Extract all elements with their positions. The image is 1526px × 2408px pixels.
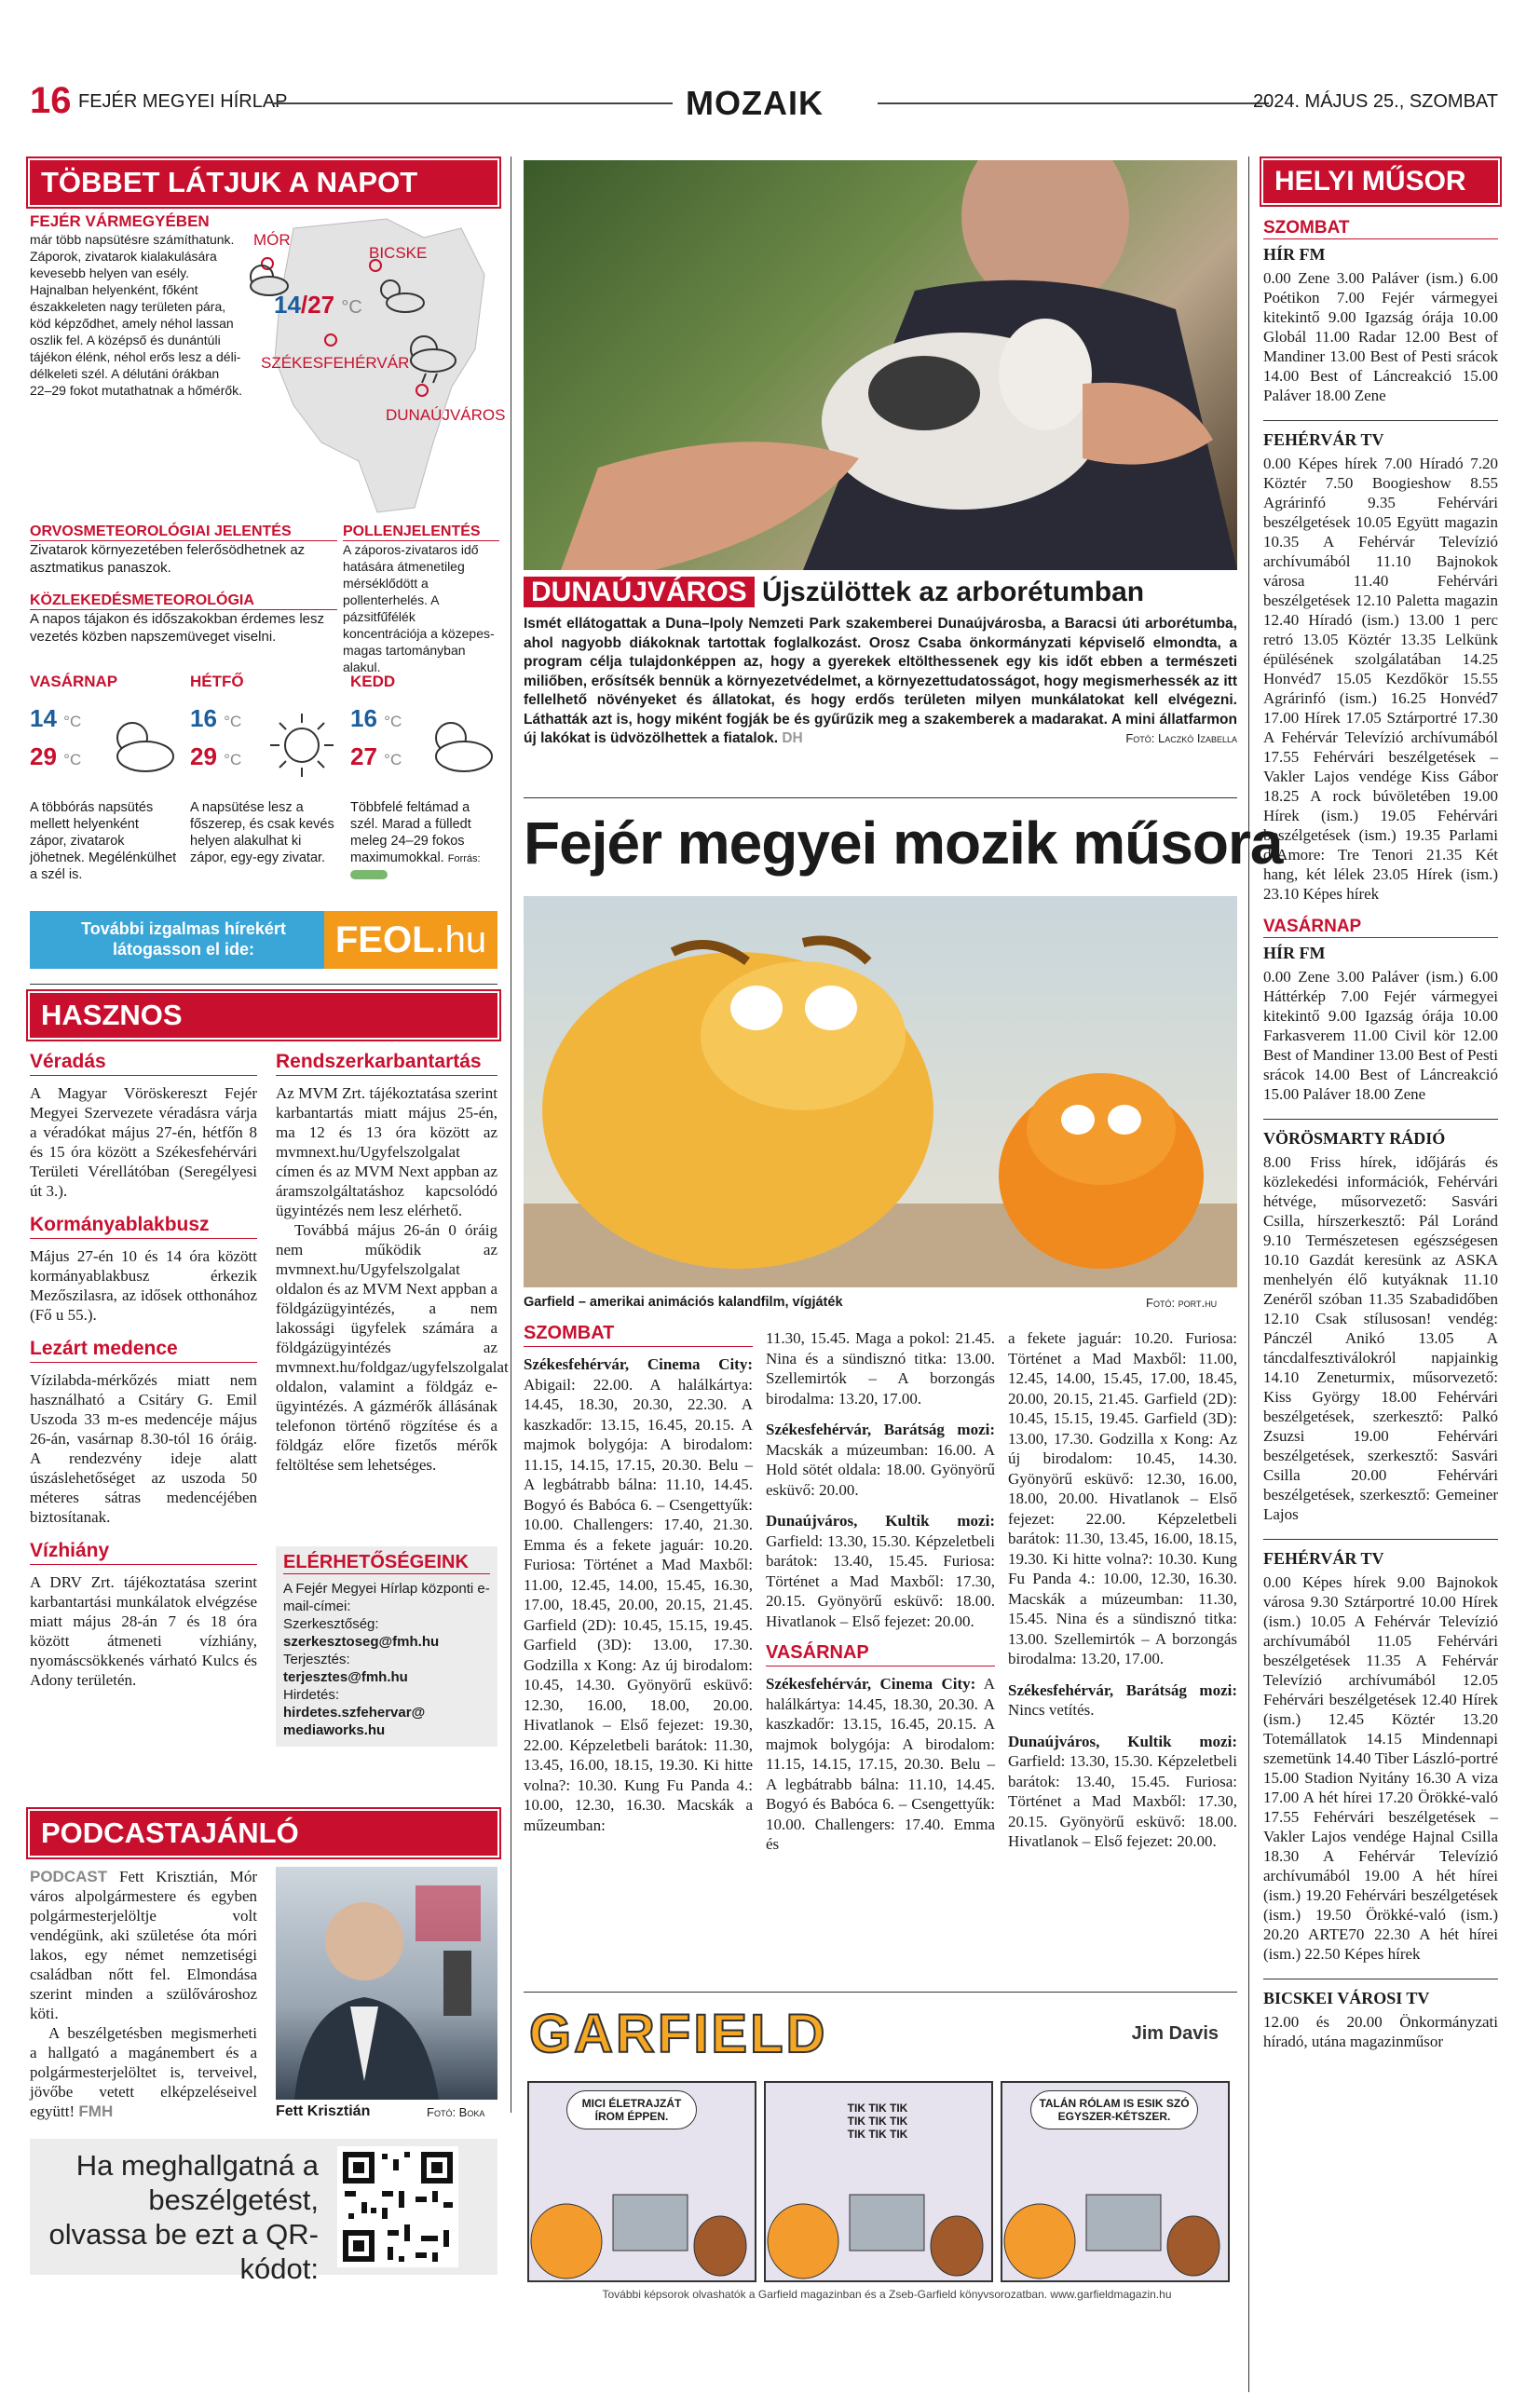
weather-intro [30, 212, 244, 399]
forecast [30, 673, 497, 882]
contacts-email[interactable]: terjesztes@fmh.hu [283, 1669, 408, 1685]
report-text: Zivatarok környezetében felerősödhetnek az asztmatikus panaszok. [30, 542, 306, 576]
day-name: KEDD [350, 673, 396, 690]
day-low: 16 [190, 704, 217, 732]
cinema-photo-credit: Fotó: port.hu [1146, 1296, 1218, 1310]
qr-code-icon[interactable] [337, 2146, 458, 2267]
hasznos-banner: HASZNOS [30, 993, 497, 1038]
contacts-label: Hirdetés: [283, 1687, 340, 1703]
podcast-banner: PODCASTAJÁNLÓ [30, 1811, 497, 1856]
map-temp-unit: °C [341, 297, 362, 318]
cinema-title: Fejér megyei mozik műsora [524, 809, 1283, 877]
contacts-label: Terjesztés: [283, 1652, 350, 1667]
comic-bubble: TIK TIK TIK TIK TIK TIK TIK TIK TIK [847, 2102, 908, 2141]
item-text: A Magyar Vöröskereszt Fejér Megyei Szervezete véradásra várja a véradókat május 27-én, hétfőn 8 és 15 óra között a Székesfehérvári Területi Vérellátóban (Seregélyesi út 3.). [30, 1084, 257, 1200]
map-temp-high: 27 [307, 291, 335, 319]
tv-channel: FEHÉRVÁR TV [1263, 1549, 1384, 1568]
tv-channel: HÍR FM [1263, 245, 1326, 264]
goat-photo-icon [524, 160, 1237, 570]
report-title: KÖZLEKEDÉSMETEOROLÓGIA [30, 592, 337, 610]
section-title: MOZAIK [686, 84, 824, 122]
day-text-wrap [350, 799, 497, 884]
day-high: 29 [190, 742, 217, 770]
tv-program: 0.00 Zene 3.00 Paláver (ism.) 6.00 Poétikon 7.00 Fejér vármegyei kitekintő 9.00 Igazság órája 10.00 Globál 11.00 Radar 12.00 Best of Mandiner 13.00 Best of Pesti srácok 14.00 Best of Láncreakció 15.00 Paláver 18.00 Zene [1263, 269, 1498, 404]
day-high: 27 [350, 742, 377, 770]
podcast-body: Fett Krisztián, Mór város alpolgármestere és egyben polgármesterjelöltje volt vendégünk, aki születése óta móri lakos, egy német nemzetiségi családban nőtt fel. Elmondása szerint minden a szülővároshoz köti. [30, 1868, 257, 2022]
map-city-mor: MÓR [253, 231, 291, 249]
map-city-bicske: BICSKE [369, 244, 428, 262]
tv-channel: FEHÉRVÁR TV [1263, 430, 1384, 449]
weather-source: Forrás: [447, 853, 481, 864]
weather-text: már több napsütésre számíthatunk. Záporok, zivatarok kialakulására kevesebb helyen van esély. Hajnalban helyenként, főként északkeleten nagy területen pára, köd képződhet, amely néhol lassan oszlik fel. A középső és dunántúli tájékon élénk, néhol erős lesz a déli-délkeleti szél. A délutáni órákban 22–29 fokot mutathatnak a hőmérők. [30, 232, 243, 398]
feol-logo-text: FEOL [334, 919, 435, 960]
day-low: 16 [350, 704, 377, 732]
tv-program: 0.00 Képes hírek 7.00 Híradó 7.20 Köztér 7.50 Boogieshow 8.55 Agrárinfó 9.35 Fehérvári beszélgetések 10.05 Együtt magazin 10.35 A Fehérvár Televízió archívumából 11.10 Bajnokok városa 11.40 Fehérvári beszélgetések 12.10 Paletta magazin 12.40 Híradó (ism.) 13.00 1 perc retró 13.05 Köztér 13.35 Lelkünk épülésének szolgálatában 14.25 Honvéd7 15.05 Kezdőkör 15.55 Agrárinfó (ism.) 16.25 Honvéd7 17.00 Hírek 17.05 Sztárportré 17.30 A Fehérvár Televízió archívumából 17.55 Fehérvári beszélgetések –Vakler Lajos vendége Kiss Gábor 18.25 A rock búvöletében 19.00 Hírek (ism.) 19.05 Fehérvári beszélgetések (ism.) 19.35 Parlami d’Amore: Tre Tenori 21.35 Két hang, két lélek 23.05 Hírek (ism.) 23.10 Képes hírek [1263, 455, 1498, 903]
cinema-listing: Abigail: 22.00. A halálkártya: 14.45, 18.30, 20.30, 22.30. A kaszkadőr: 13.15, 16.45, 20.15. A majmok bolygója: A birodalom: 11.15, 14.15, 17.15, 20.30. Belu – A legbátrabb bálna: 11.10, 14.45. Bogyó és Babóca 6. – Csengettyűk: 10.00. Challengers: 17.40, 21.30. Emma és a fekete jaguár: 10.20. Furiosa: Történet a Mad Maxből: 11.00, 12.45, 14.00, 15.45, 16.30, 17.00, 18.45, 20.00, 20.15, 21.45. Garfield (2D): 10.45, 15.15, 19.45. Garfield (3D): 13.00, 17.30. Godzilla x Kong: Az új birodalom: 10.45, 14.30. Gyönyörű esküvő: 12.30, 16.00, 18.00, 20.00. Hivatlanok – Első fejezet: 19.30, 22.00. Képzeletbeli barátok: 11.30, 13.45, 16.00, 18.15, 19.30. Ki hitte volna?: 10.30. Kung Fu Panda 4.: 10.00, 12.30, 16.30. Macskák a műzeumban: [524, 1375, 753, 1834]
day-text: Többfelé feltámad a szél. Marad a fülledt meleg 24–29 fokos maximumokkal. [350, 800, 471, 865]
cinema-venue: Dunaújváros, Kultik mozi: [766, 1512, 995, 1530]
garfield-laptop-icon [766, 2157, 995, 2284]
comic-panel-3 [1001, 2081, 1230, 2282]
map-temp-low: 14 [274, 291, 301, 319]
story-place: DUNAÚJVÁROS [524, 577, 755, 607]
garfield-movie-still-icon [524, 896, 1237, 1287]
report-text: A napos tájakon és időszakokban érdemes lesz vezetés közben napszemüveget viselni. [30, 611, 325, 645]
weather-region: FEJÉR VÁRMEGYÉBEN [30, 212, 210, 230]
contacts-intro: A Fejér Megyei Hírlap központi e-mail-címei: [283, 1581, 490, 1614]
cinema-venue: Székesfehérvár, Cinema City: [766, 1675, 976, 1693]
hasznos-left-col [30, 1051, 257, 1690]
day-low: 14 [30, 704, 57, 732]
day-text: A napsütése lesz a főszerep, és csak kevés helyen alakulhat ki zápor, egy-egy zivatar. [190, 800, 334, 865]
cinema-col-3 [1008, 1328, 1237, 1863]
podcast-lead: PODCAST [30, 1868, 108, 1885]
forecast-day-monday [190, 673, 339, 866]
story-title: Újszülöttek az arborétumban [762, 577, 1145, 607]
garfield-logo: GARFIELD [529, 2004, 828, 2064]
day-name: VASÁRNAP [30, 673, 118, 690]
cinema-listing: Garfield: 13.30, 15.30. Képzeletbeli barátok: 13.40, 15.45. Furiosa: Történet a Mad Maxből: 17.30, 20.15. Gyönyörű esküvő: 18.00. Hivatlanok – Első fejezet: 20.00. [1008, 1752, 1237, 1850]
item-text: Továbbá május 26-án 0 óráig nem működik az mvmnext.hu/Ugyfelszolgalat oldalon és az MVM Next appban a földgázügyintézés, a nem lakossági ügyfelek számára a földgázügyintézés az mvmnext.hu/foldgaz/ugyfelszolgalat oldalon, valamint a földgáz e-ügyintézés. A gázmérők állásának telefonon történő rögzítése és a földgáz előre fizetős mérők feltöltése sem lehetséges. [276, 1221, 509, 1474]
partly-cloudy-icon [423, 715, 497, 781]
day-high: 29 [30, 742, 57, 770]
page-number: 16 [30, 80, 72, 121]
item-title-vizhiany: Vízhiány [30, 1540, 257, 1565]
map-temp: 14/27 °C [274, 291, 362, 319]
tv-channel: BICSKEI VÁROSI TV [1263, 1989, 1430, 2007]
podcast-photo [276, 1867, 497, 2100]
hasznos-right-col [276, 1051, 509, 1475]
report-title: POLLENJELENTÉS [343, 524, 499, 541]
report-kozlekedes [30, 592, 337, 646]
tv-day-sunday: VASÁRNAP [1263, 917, 1498, 938]
garfield-author: Jim Davis [1131, 2023, 1219, 2044]
garfield-photo [524, 896, 1237, 1287]
feol-logo [324, 911, 497, 969]
day-unit: °C [224, 713, 242, 730]
item-text: Vízilabda-mérkőzés miatt nem használható a Csitáry G. Emil Uszoda 33 m-es medencéje május 26-án, vasárnap 8.30-tól 16 óráig. A rendezvény ideje alatt úszáslehetőséget az uszoda 50 méteres sátras medencéjében biztosítanak. [30, 1371, 257, 1526]
tv-banner: HELYI MŰSOR [1263, 160, 1498, 203]
podcast-text [30, 1867, 257, 2121]
cinema-listing: A halálkártya: 14.45, 18.30, 20.30. A kaszkadőr: 13.15, 16.45, 20.15. A majmok bolygója: A birodalom: 11.15, 14.15, 17.15, 20.30. Belu – A legbátrabb bálna: 11.10, 14.45. Bogyó és Babóca 6. – Csengettyűk: 10.00. Challengers: 17.40. Emma és [766, 1675, 995, 1853]
podcast-body2: A beszélgetésben megismerheti a hallgató a magánembert és a polgármesterjelöltet is, terveivel, jövőbe vetett elképzeléseivel együtt! [30, 2024, 257, 2120]
story-photo-credit: Fotó: Laczkó Izabella [1125, 731, 1237, 745]
cinema-listing: Nincs vetítés. [1008, 1701, 1095, 1719]
item-text: Az MVM Zrt. tájékoztatása szerint karbantartás miatt május 25-én, ma 12 és 13 óra között az mvmnext.hu/Ugyfelszolgalat címen és az MVM Next appban az áramszolgáltatáshoz kapcsolódó ügyintézés nem lesz elérhető. [276, 1084, 497, 1219]
cinema-listing: Macskák a múzeumban: 16.00. A Hold sötét oldala: 18.00. Gyönyörű esküvő: 20.00. [766, 1440, 995, 1499]
feol-text2: látogasson el ide: [112, 940, 255, 959]
tv-channel: VÖRÖSMARTY RÁDIÓ [1263, 1129, 1446, 1148]
tv-day-saturday: SZOMBAT [1263, 218, 1498, 239]
cinema-day-sunday: VASÁRNAP [766, 1642, 995, 1667]
day-unit: °C [63, 713, 82, 730]
qr-text: Ha meghallgatná a beszélgetést, olvassa be ezt a QR-kódot: [48, 2149, 319, 2285]
item-title-veradas: Véradás [30, 1051, 257, 1076]
contacts-title: ELÉRHETŐSÉGEINK [283, 1552, 490, 1574]
cinema-venue: Dunaújváros, Kultik mozi: [1008, 1732, 1237, 1750]
cinema-venue: Székesfehérvár, Barátság mozi: [766, 1421, 995, 1438]
garfield-laptop-icon [529, 2157, 758, 2284]
weather-banner: TÖBBET LÁTJUK A NAPOT [30, 160, 497, 205]
photo-story [524, 570, 1237, 749]
issue-date: 2024. MÁJUS 25., SZOMBAT [1252, 91, 1498, 112]
day-unit: °C [384, 751, 402, 769]
comic-panel-1 [527, 2081, 756, 2282]
source-logo [350, 870, 388, 879]
contacts-email[interactable]: hirdetes.szfehervar@ mediaworks.hu [283, 1705, 426, 1738]
cinema-col-2 [766, 1328, 995, 1866]
report-title: ORVOSMETEOROLÓGIAI JELENTÉS [30, 524, 337, 541]
garfield-footer: További képsorok olvashatók a Garfield magazinban és a Zseb-Garfield könyvsorozatban. www.garfieldmagazin.hu [602, 2288, 1172, 2301]
podcast-caption: Fett Krisztián [276, 2103, 371, 2119]
cinema-day-saturday: SZOMBAT [524, 1323, 753, 1347]
cinema-listing: a fekete jaguár: 10.20. Furiosa: Történet a Mad Maxből: 11.00, 12.45, 14.00, 15.45, 17.00, 18.45, 20.00, 20.15, 21.45. Garfield (2D): 10.45, 15.15, 19.45. Garfield (3D): 13.00, 17.30. Godzilla x Kong: Az új birodalom: 10.45, 14.30. Gyönyörű esküvő: 12.30, 16.00, 18.00, 20.00. Hivatlanok – Első fejezet: 22.00. Képzeletbeli barátok: 11.30, 13.45, 16.00, 18.15, 19.30. Ki hitte volna?: 10.30. Kung Fu Panda 4.: 10.00, 12.30, 16.30. Macskák a múzeumban: 11.30, 15.45. Nina és a sündisznó titka: 13.00. Szellemirtók – A borzongás birodalma: 13.20, 17.00. [1008, 1329, 1237, 1667]
podcast-photo-credit: Fotó: Boka [427, 2105, 485, 2119]
sun-icon [266, 710, 337, 781]
tv-channel: HÍR FM [1263, 944, 1326, 962]
tv-program: 8.00 Friss hírek, időjárás és közlekedési információk, Fehérvári hétvége, műsorvezető: Sasvári Csilla, hírszerkesztő: Pál Loránd 9.10 Természetesen egészségesen 10.10 Gazdát keresünk az ASKA menhelyén élő kutyáknak 11.10 Zenéről szóban 11.35 Szabadidőben 12.10 Csak stílusosan! vendég: Pánczél Anikó 13.05 A táncdalfesztiválokról napjainkig 14.10 Zeneturmix, műsorvezető: Kiss György 18.00 Fehérvári beszélgetések, szerkesztő: Palkó Zsuzsi 19.00 Fehérvári beszélgetések, szerkesztő: Sasvári Csilla 20.00 Fehérvári beszélgetések, szerkesztő: Gemeiner Lajos [1263, 1153, 1498, 1523]
cinema-venue: Székesfehérvár, Barátság mozi: [1008, 1680, 1237, 1699]
report-pollen [343, 524, 499, 675]
tv-program: 0.00 Zene 3.00 Paláver (ism.) 6.00 Háttérkép 7.00 Fejér vármegyei kitekintő 9.00 Igazság órája 10.00 Farkasverem 11.00 Civil kör 12.00 Best of Mandiner 13.00 Best of Pesti srácok 14.00 Best of Láncreakció 15.00 Paláver 18.00 Zene [1263, 968, 1498, 1103]
cinema-caption: Garfield – amerikai animációs kalandfilm, vígjáték [524, 1295, 843, 1310]
feol-text1: További izgalmas hírekért [81, 919, 286, 938]
goat-photo [524, 160, 1237, 570]
item-text: Május 27-én 10 és 14 óra között kormányablakbusz érkezik Mezőszilasra, az idősek otthonához (Fő u 55.). [30, 1247, 257, 1324]
qr-box [30, 2139, 497, 2285]
day-unit: °C [224, 751, 242, 769]
day-text: A többórás napsütés mellett helyenként zápor, zivatarok jöhetnek. Megélénkülhet a szél is. [30, 800, 177, 882]
podcast-sign: FMH [78, 2102, 114, 2120]
item-text: A DRV Zrt. tájékoztatása szerint karbantartási munkálatok elvégzése miatt május 28-án 7 és 18 óra között átmeneti vízhiány, nyomáscsökkenés várható Kulcs és Adony területén. [30, 1573, 257, 1689]
comic-bubble: TALÁN RÓLAM IS ESIK SZÓ EGYSZER-KÉTSZER. [1030, 2090, 1198, 2129]
story-sign: DH [782, 730, 803, 746]
contacts-box [276, 1546, 497, 1747]
day-name: HÉTFŐ [190, 673, 244, 690]
item-title-kormanyablak: Kormányablakbusz [30, 1214, 257, 1239]
map-city-szekesfehervar: SZÉKESFEHÉRVÁR [261, 354, 410, 372]
garfield-laptop-icon [1002, 2157, 1232, 2284]
report-text: A záporos-zivataros idő hatására átmenetileg mérséklődött a pollenterhelés. A pázsitfűfélék koncentrációja a közepes-magas tartományban alakul. [343, 542, 495, 674]
feol-ad[interactable] [30, 911, 497, 969]
cinema-listing: 11.30, 15.45. Maga a pokol: 21.45. Nina és a sündisznó titka: 13.00. Szellemirtók – A borzongás birodalma: 13.20, 17.00. [766, 1329, 995, 1408]
day-unit: °C [384, 713, 402, 730]
feol-logo-tld: .hu [434, 919, 487, 960]
forecast-day-tuesday [350, 673, 497, 884]
forecast-day-sunday [30, 673, 179, 883]
report-orvos [30, 524, 337, 577]
cinema-col-1 [524, 1323, 753, 1846]
contacts-label: Szerkesztőség: [283, 1616, 379, 1632]
tv-listings [1263, 218, 1498, 2051]
cinema-listing: Garfield: 13.30, 15.30. Képzeletbeli barátok: 13.40, 15.45. Furiosa: Történet a Mad Maxből: 17.30, 20.15. Gyönyörű esküvő: 18.00. Hivatlanok – Első fejezet: 20.00. [766, 1531, 995, 1630]
cinema-venue: Székesfehérvár, Cinema City: [524, 1355, 753, 1373]
item-title-rendszerkarbantartas: Rendszerkarbantartás [276, 1051, 497, 1076]
person-silhouette-icon [276, 1867, 497, 2100]
comic-bubble: MICI ÉLETRAJZÁT ÍROM ÉPPEN. [566, 2090, 697, 2129]
paper-name: FEJÉR MEGYEI HÍRLAP [78, 91, 288, 112]
map-city-dunaujvaros: DUNAÚJVÁROS [386, 406, 506, 424]
partly-cloudy-icon [104, 715, 179, 781]
story-text: Ismét ellátogattak a Duna–Ipoly Nemzeti Park szakemberei Dunaújvárosba, a Baracsi úti arborétumba, ahol nagyobb diákoknak tartottak foglalkozást. Orosz Csaba önkormányzati képviselő elmondta, a program célja tulajdonképpen az, hogy a gyerekek eltölthessenek egy kis időt ebben a természeti miliőben, erősítsék bennük a környezetvédelmet, a környezettudatosságot, hogy megismerhessék az itt fellelhető növényeket és állatokat, és hogy erdős területen milyen munkálatokat kell elvégezni. Láthatták azt is, hogy miként fogják be és gyűrűzik meg a szakemberek a madarakat. A mini állatfarmon új lakókat is üdvözölhettek a fiatalok. [524, 616, 1237, 746]
contacts-email[interactable]: szerkesztoseg@fmh.hu [283, 1634, 440, 1650]
tv-program: 12.00 és 20.00 Önkormányzati híradó, utána magazinműsor [1263, 2013, 1498, 2050]
page-header [30, 76, 1498, 129]
comic-panel-2 [764, 2081, 993, 2282]
item-title-medence: Lezárt medence [30, 1338, 257, 1363]
garfield-comic [524, 2003, 1237, 2320]
day-unit: °C [63, 751, 82, 769]
tv-program: 0.00 Képes hírek 9.00 Bajnokok városa 9.30 Sztárportré 10.00 Hírek (ism.) 10.05 A Fehérvár Televízió archívumából 11.05 Fehérvári beszélgetések 11.35 A Fehérvár Televízió archívumából 12.05 Fehérvári beszélgetések 12.40 Hírek (ism.) 12.45 Köztér 13.20 Totemállatok 14.15 Mindennapi szemetünk 14.40 Tiber László-portré 15.00 Stadion Nyitány 16.30 A viza 17.00 A hét hírei 17.20 Örökké-való 17.55 Fehérvári beszélgetések – Vakler Lajos vendége Hajnal Csilla 18.30 A Fehérvár Televízió archívumából 19.00 A hét hírei (ism.) 19.20 Fehérvári beszélgetések (ism.) 19.50 Örökké-való (ism.) 20.20 ARTE70 22.30 A hét hírei (ism.) 22.50 Képes hírek [1263, 1573, 1498, 1963]
